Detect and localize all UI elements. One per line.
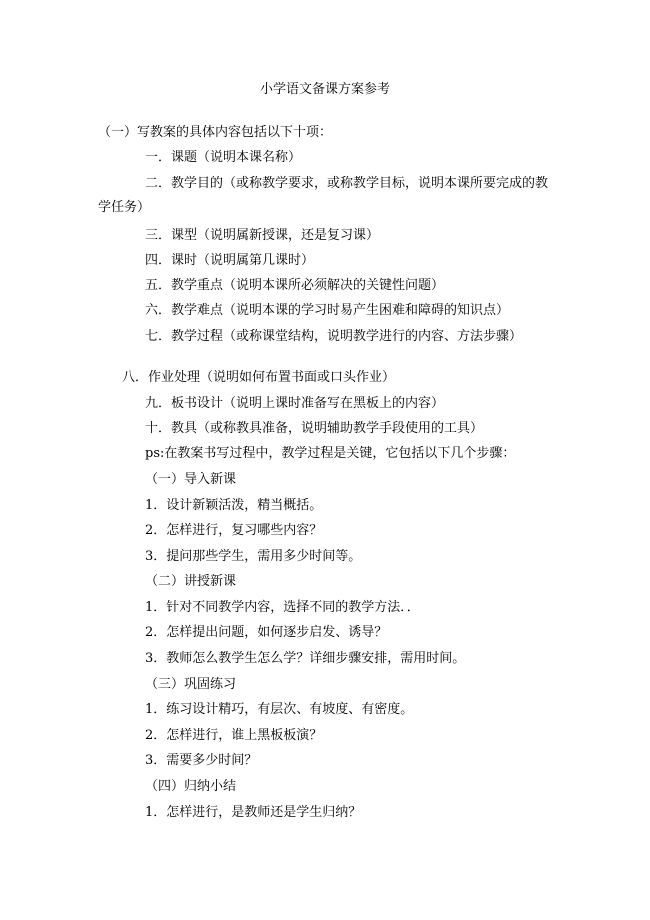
list-item-process: 七．教学过程（或称课堂结构，说明教学进行的内容、方法步骤） [145, 329, 523, 344]
list-item-key-points: 五．教学重点（说明本课所必须解决的关键性问题） [145, 278, 445, 293]
list-item-topic: 一．课题（说明本课名称） [145, 150, 302, 165]
step-item: 1．针对不同教学内容，选择不同的教学方法．． [145, 600, 420, 615]
subsection-summary: （四）归纳小结 [145, 779, 237, 794]
step-item: 1．怎样进行，是教师还是学生归纳？ [145, 805, 362, 820]
list-item-homework: 八．作业处理（说明如何布置书面或口头作业） [122, 370, 396, 385]
step-item: 1．设计新颖活泼，精当概括。 [145, 498, 323, 513]
subsection-introduction: （一）导入新课 [145, 472, 237, 487]
subsection-new-lesson: （二）讲授新课 [145, 574, 237, 589]
step-item: 2．怎样进行，复习哪些内容？ [145, 523, 323, 538]
document-title: 小学语文备课方案参考 [259, 82, 390, 97]
step-item: 3．提问那些学生，需用多少时间等。 [145, 549, 362, 564]
section-heading-contents: （一）写教案的具体内容包括以下十项： [98, 125, 333, 140]
list-item-blackboard: 九．板书设计（说明上课时准备写在黑板上的内容） [145, 396, 445, 411]
list-item-lesson-type: 三．课型（说明属新授课，还是复习课） [145, 228, 380, 243]
note-ps: ps:在教案书写过程中，教学过程是关键，它包括以下几个步骤： [145, 446, 516, 461]
step-item: 1．练习设计精巧，有层次、有坡度、有密度。 [145, 702, 414, 717]
list-item-objective-continued: 学任务） [98, 200, 151, 215]
list-item-difficulties: 六．教学难点（说明本课的学习时易产生困难和障碍的知识点） [145, 303, 510, 318]
step-item: 2．怎样进行，谁上黑板板演？ [145, 728, 323, 743]
step-item: 3．教师怎么教学生怎么学？详细步骤安排，需用时间。 [145, 651, 466, 666]
step-item: 2．怎样提出问题，如何逐步启发、诱导？ [145, 625, 388, 640]
list-item-teaching-aids: 十．教具（或称教具准备，说明辅助教学手段使用的工具） [145, 421, 484, 436]
subsection-practice: （三）巩固练习 [145, 677, 237, 692]
list-item-period: 四．课时（说明属第几课时） [145, 253, 315, 268]
list-item-objective: 二．教学目的（或称教学要求，或称教学目标，说明本课所要完成的教 [145, 176, 549, 191]
step-item: 3．需要多少时间？ [145, 753, 258, 768]
